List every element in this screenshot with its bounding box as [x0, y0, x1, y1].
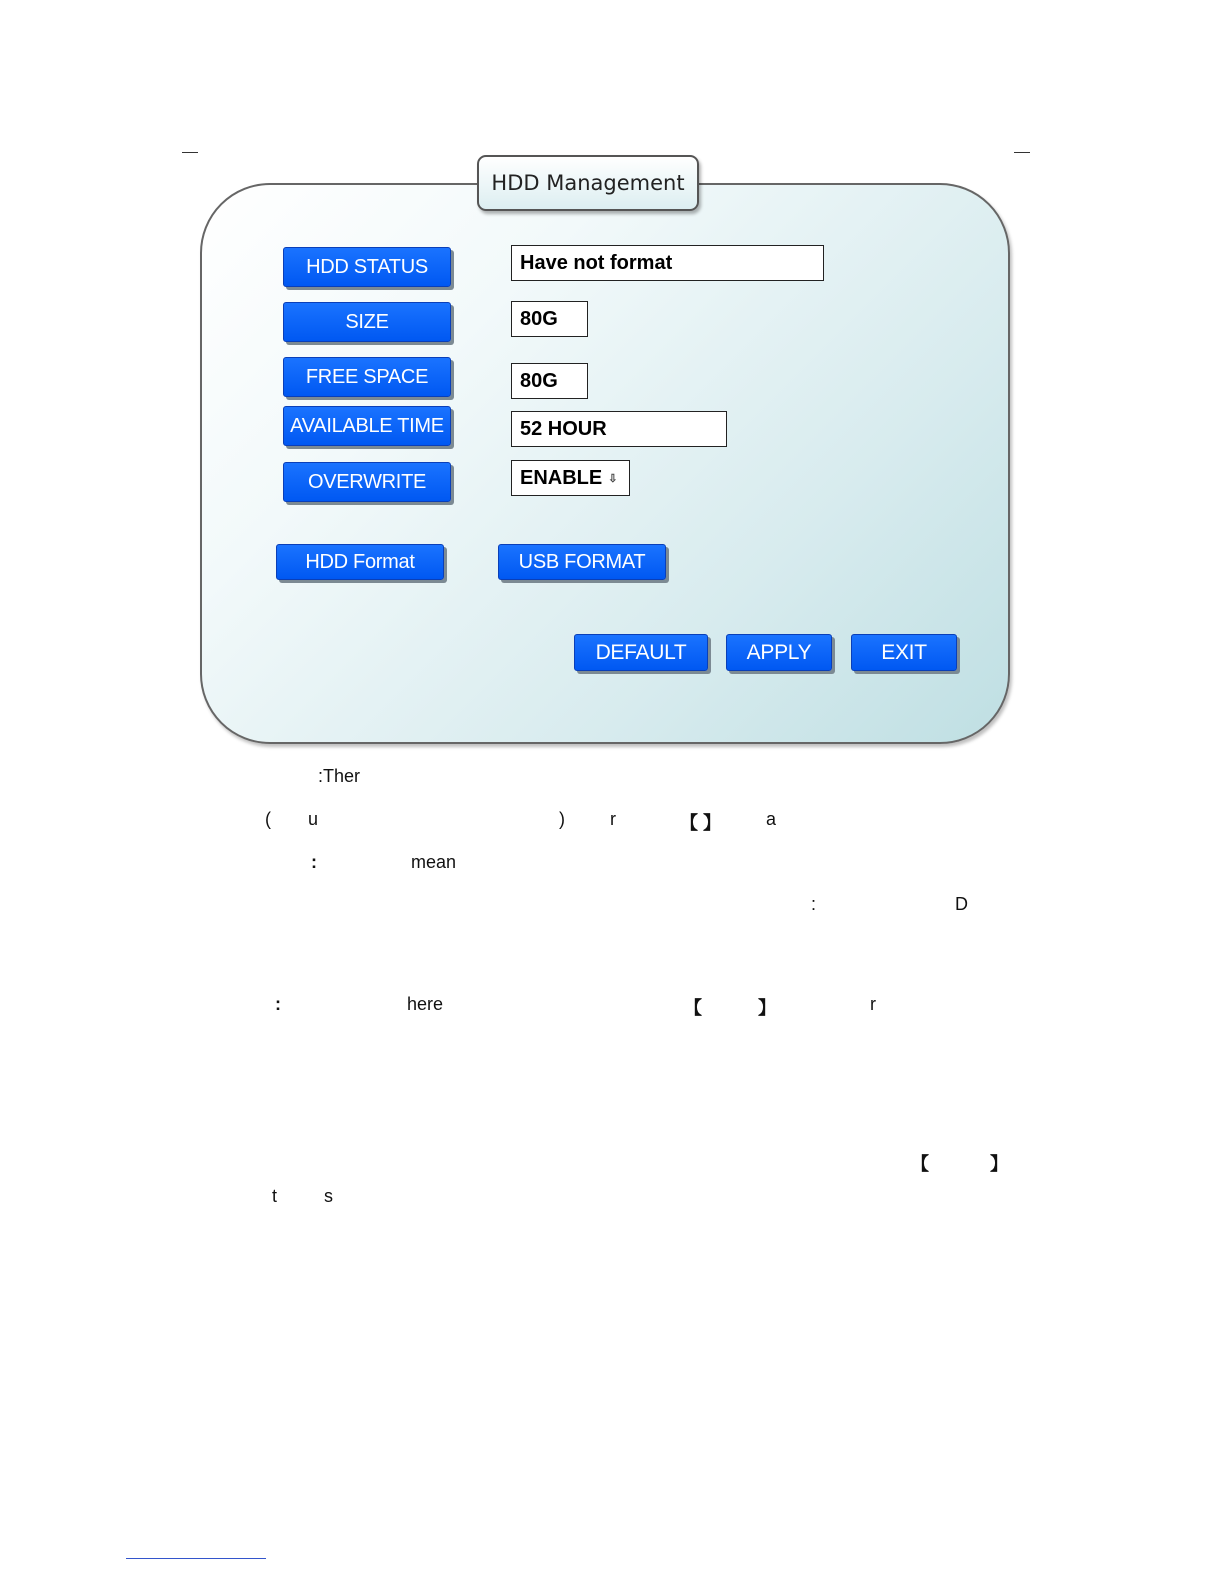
doc-fragment: u: [308, 809, 319, 829]
exit-button[interactable]: EXIT: [851, 634, 957, 671]
hdd-status-button[interactable]: HDD STATUS: [283, 247, 451, 287]
size-button[interactable]: SIZE: [283, 302, 451, 342]
doc-fragment: :Ther: [318, 766, 361, 786]
overwrite-select-value: ENABLE: [520, 466, 603, 489]
overwrite-button[interactable]: OVERWRITE: [283, 462, 451, 502]
doc-fragment: 】: [758, 998, 776, 1018]
doc-fragment: :: [311, 852, 317, 872]
doc-fragment: 【: [684, 998, 702, 1018]
free-space-value: 80G: [511, 363, 588, 399]
size-value: 80G: [511, 301, 588, 337]
doc-fragment: a: [766, 809, 777, 829]
usb-format-button[interactable]: USB FORMAT: [498, 544, 666, 580]
doc-fragment: here: [407, 994, 444, 1014]
doc-fragment: :: [811, 894, 817, 914]
corner-mark-right: [1014, 152, 1030, 153]
panel-title: HDD Management: [477, 155, 699, 211]
available-time-value: 52 HOUR: [511, 411, 727, 447]
doc-fragment: s: [324, 1186, 333, 1206]
hdd-format-button[interactable]: HDD Format: [276, 544, 444, 580]
doc-fragment: D: [955, 894, 968, 914]
doc-fragment: :: [275, 994, 281, 1014]
doc-fragment: 【: [911, 1154, 929, 1174]
corner-mark-left: [182, 152, 198, 153]
apply-button[interactable]: APPLY: [726, 634, 832, 671]
doc-fragment: r: [870, 994, 876, 1014]
footer-link-line: [126, 1558, 266, 1559]
default-button[interactable]: DEFAULT: [574, 634, 708, 671]
doc-fragment: t: [272, 1186, 278, 1206]
free-space-button[interactable]: FREE SPACE: [283, 357, 451, 397]
overwrite-select[interactable]: [511, 460, 630, 496]
doc-fragment: 【 】: [680, 813, 722, 833]
available-time-button[interactable]: AVAILABLE TIME: [283, 406, 451, 446]
doc-fragment: (: [265, 809, 271, 829]
dropdown-arrow-icon: ⇩: [608, 472, 618, 485]
doc-fragment: ): [559, 809, 565, 829]
hdd-status-value: Have not format: [511, 245, 824, 281]
doc-fragment: mean: [411, 852, 457, 872]
doc-fragment: 】: [990, 1154, 1008, 1174]
doc-fragment: r: [610, 809, 616, 829]
